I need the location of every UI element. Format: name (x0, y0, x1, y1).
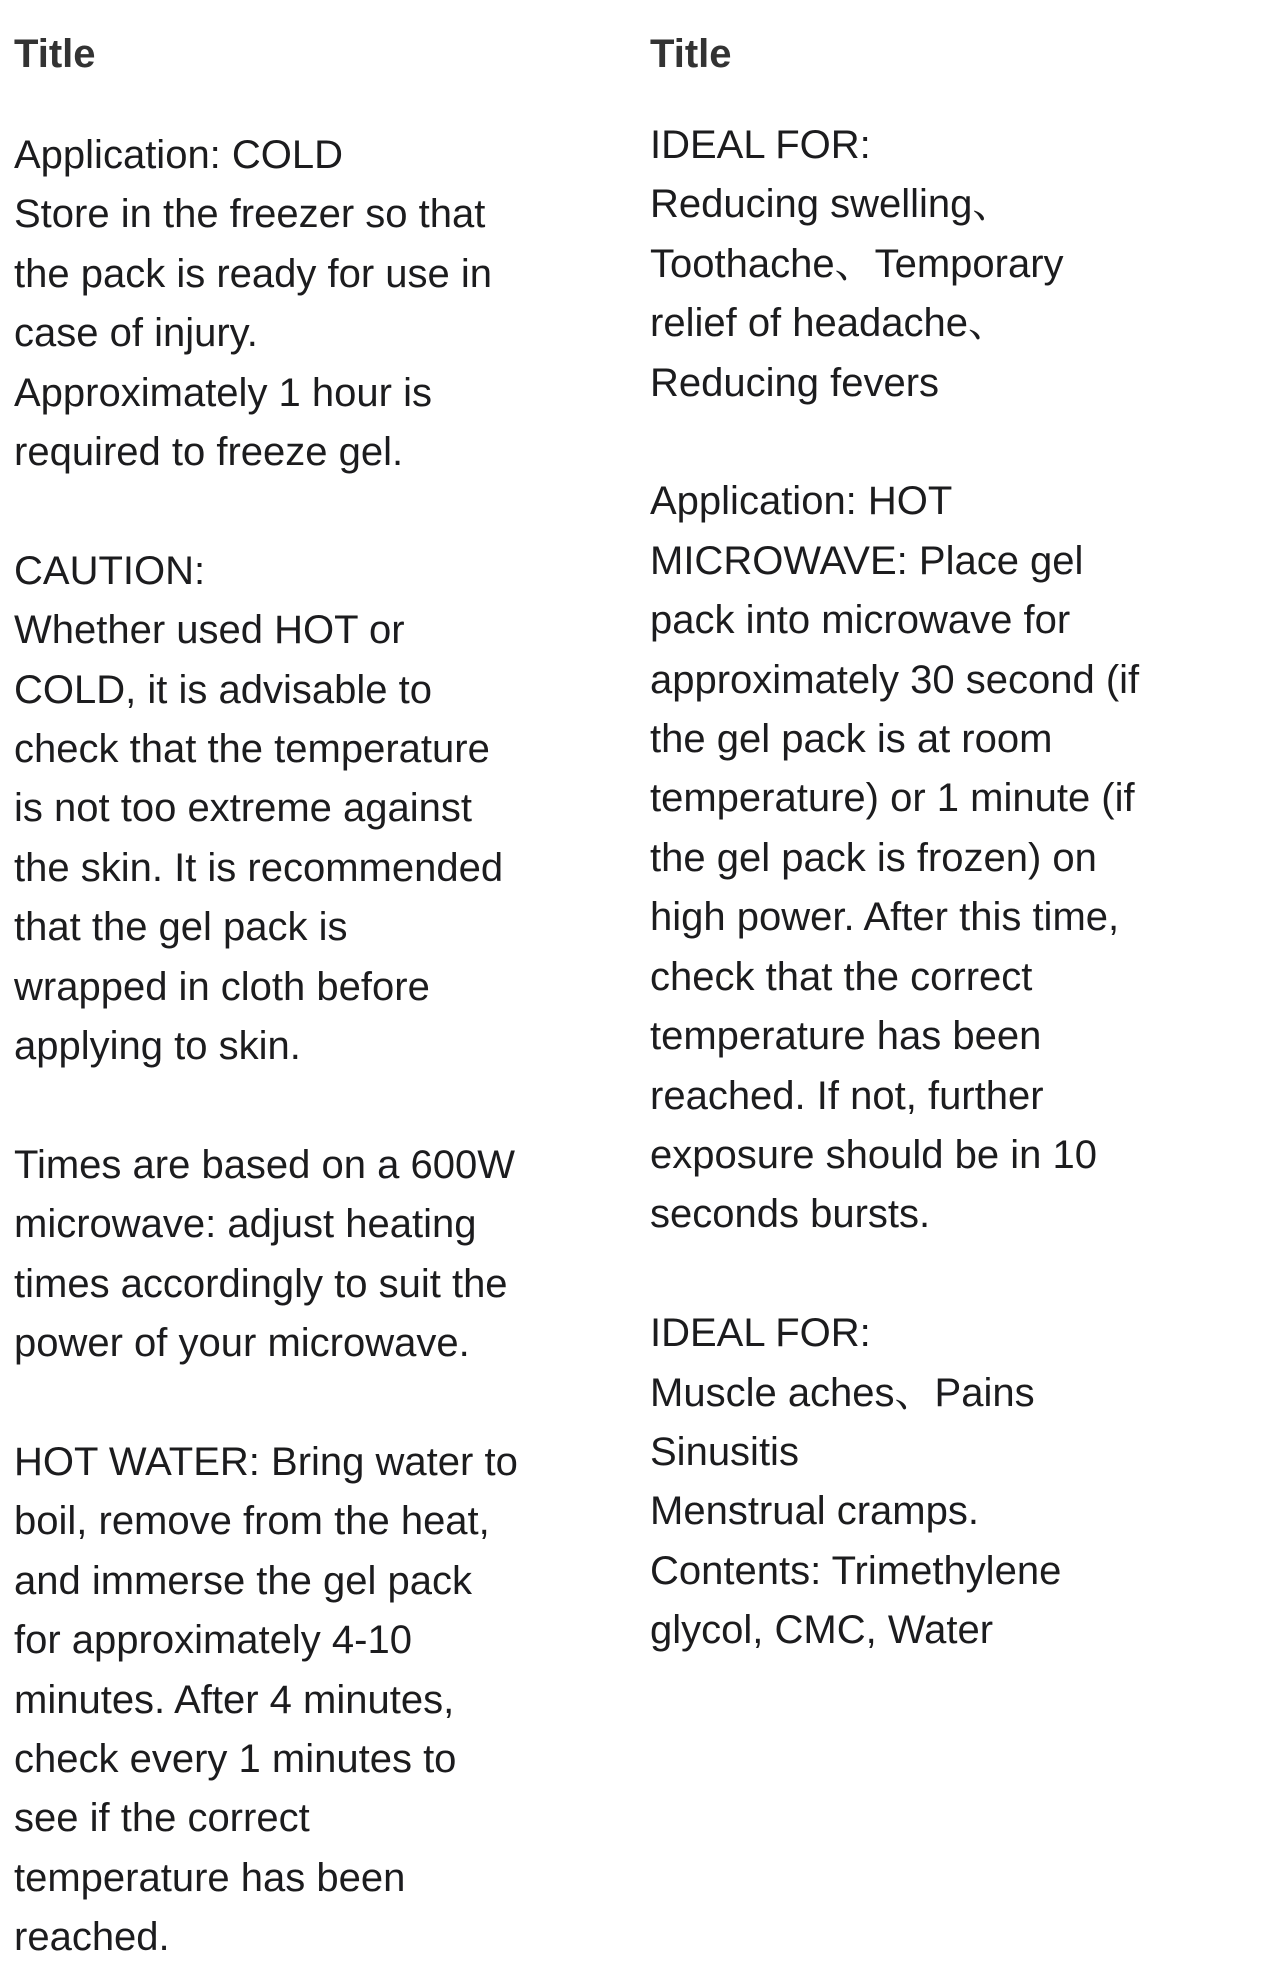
left-column-body: Application: COLD Store in the freezer so that the pack is ready for use in case of injury. Approximately 1 hour is required to freeze gel. CAUTION: Whether used HOT or COLD, it is advisable to check that the temperature is not too extreme against the skin. It is recommended that the gel pack is wrapped in cloth before applying to skin. Times are based on a 600W microwave: adjust heating times accordingly to suit the power of your microwave. HOT WATER: Bring water to boil, remove from the heat, and immerse the gel pack for approximately 4-10 minutes. After 4 minutes, check every 1 minutes to see if the correct temperature has been reached. (14, 133, 518, 1960)
left-column-title: Title (14, 32, 96, 76)
right-column-title: Title (650, 32, 732, 76)
right-column-body: IDEAL FOR: Reducing swelling、 Toothache、Temporary relief of headache、 Reducing fevers Application: HOT MICROWAVE: Place gel pack into microwave for approximately 30 second (if the gel pack is at room temperature) or 1 minute (if the gel pack is frozen) on high power. After this time, check that the correct temperature has been reached. If not, further exposure should be in 10 seconds bursts. IDEAL FOR: Muscle aches、Pains Sinusitis Menstrual cramps. Contents: Trimethylene glycol, CMC, Water (650, 123, 1140, 1653)
